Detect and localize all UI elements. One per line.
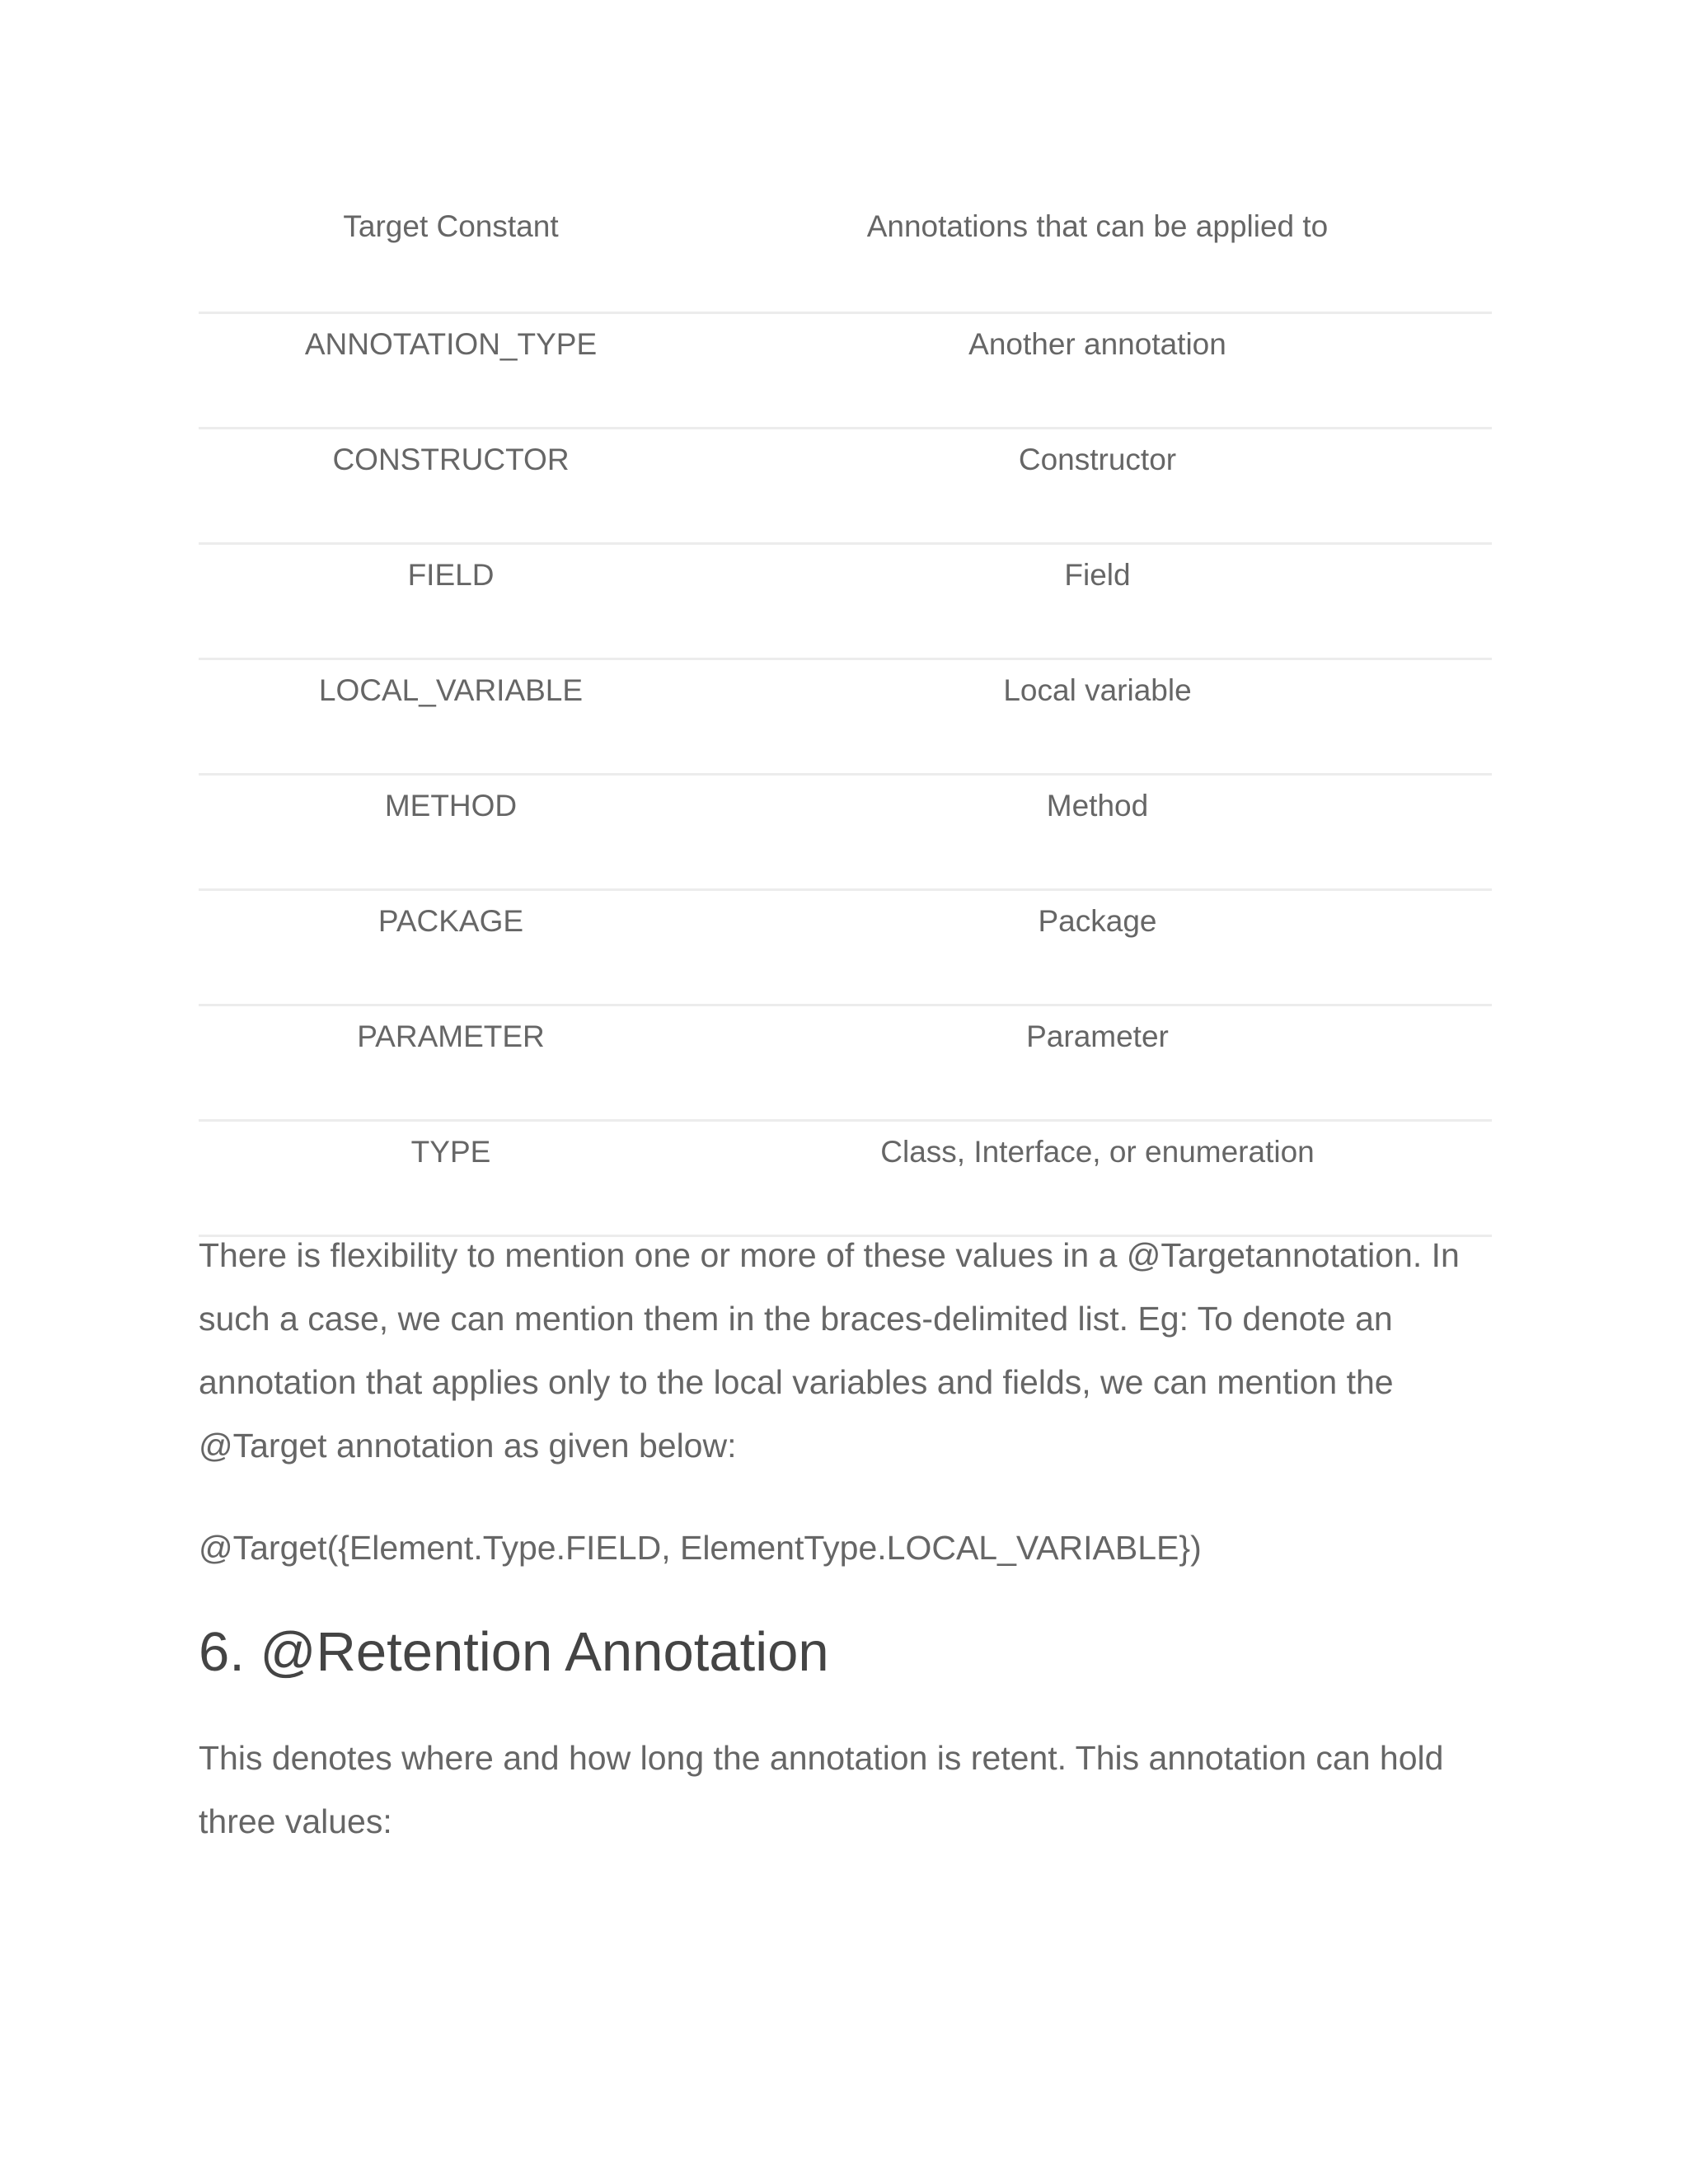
header-applied-to: Annotations that can be applied to	[703, 194, 1492, 312]
cell-target-constant: LOCAL_VARIABLE	[199, 658, 703, 774]
cell-target-constant: TYPE	[199, 1120, 703, 1235]
cell-target-constant: FIELD	[199, 543, 703, 658]
table-row	[199, 312, 1492, 428]
table-row	[199, 428, 1492, 543]
cell-applied-to: Class, Interface, or enumeration	[703, 1120, 1492, 1235]
cell-target-constant: ANNOTATION_TYPE	[199, 312, 703, 428]
cell-applied-to: Field	[703, 543, 1492, 658]
header-target-constant: Target Constant	[199, 194, 703, 312]
retention-section-heading: 6. @Retention Annotation	[199, 1621, 829, 1683]
table-header-row	[199, 194, 1492, 312]
cell-target-constant: PACKAGE	[199, 889, 703, 1005]
cell-applied-to: Package	[703, 889, 1492, 1005]
table-row	[199, 1005, 1492, 1120]
cell-applied-to: Method	[703, 774, 1492, 889]
target-constants-table	[199, 194, 1492, 1237]
cell-applied-to: Constructor	[703, 428, 1492, 543]
flexibility-paragraph: There is flexibility to mention one or more of these values in a @Targetannotation. In such a case, we can mention them in the braces-delimited list. Eg: To denote an annotation that applies only to the local variables and fields, we can mention the @Target annotation as given below:	[199, 1236, 1460, 1465]
target-code-example: @Target({Element.Type.FIELD, ElementType.LOCAL_VARIABLE})	[199, 1529, 1202, 1567]
cell-applied-to: Another annotation	[703, 312, 1492, 428]
table-row	[199, 543, 1492, 658]
cell-target-constant: METHOD	[199, 774, 703, 889]
table-row	[199, 1120, 1492, 1235]
table-row	[199, 658, 1492, 774]
table-row	[199, 774, 1492, 889]
cell-target-constant: PARAMETER	[199, 1005, 703, 1120]
cell-target-constant: CONSTRUCTOR	[199, 428, 703, 543]
cell-applied-to: Local variable	[703, 658, 1492, 774]
retention-paragraph: This denotes where and how long the annotation is retent. This annotation can hold three values:	[199, 1739, 1444, 1840]
table-row	[199, 889, 1492, 1005]
cell-applied-to: Parameter	[703, 1005, 1492, 1120]
